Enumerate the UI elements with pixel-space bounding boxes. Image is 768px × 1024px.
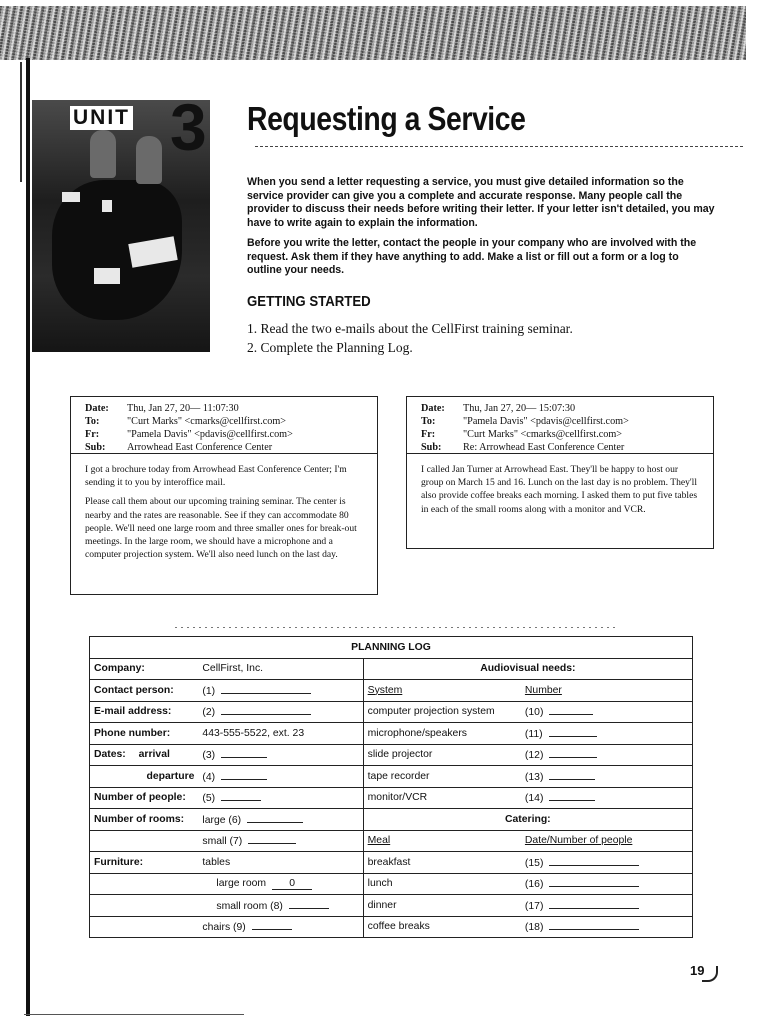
rooms-label: Number of rooms: [90, 809, 199, 831]
email-from-label: Fr: [85, 429, 100, 440]
chairs-label: chairs (9) [202, 922, 246, 934]
phone-label: Phone number: [90, 723, 199, 745]
intro-paragraph-2: Before you write the letter, contact the people in your company who are involved with the request. Ask them if they have anything to add. Make a list or fill out a form or a log to outline your needs. [247, 237, 697, 277]
left-margin-rule-accent [20, 62, 22, 182]
meal-blank[interactable] [549, 856, 639, 866]
email-address-blank[interactable] [221, 705, 311, 715]
date-number-header: Date/Number of people [524, 835, 633, 847]
unit-label: UNIT [70, 106, 133, 130]
email-to: "Curt Marks" <cmarks@cellfirst.com> [127, 416, 287, 427]
header-band [0, 6, 746, 60]
page-title: Requesting a Service [247, 100, 526, 137]
av-blank[interactable] [549, 727, 597, 737]
av-blank[interactable] [549, 705, 593, 715]
large-room-value[interactable]: 0 [272, 878, 312, 890]
intro-paragraph-1: When you send a letter requesting a service, you must give detailed information so the service provider can give you a complete and accurate response. Many people call the provider to discuss their needs before writing their letter. If your letter isn't detailed, you may have to write again to explain the information. [247, 176, 715, 229]
number-header: Number [524, 684, 562, 696]
people-number: (5) [202, 793, 216, 805]
getting-started-item: 2. Complete the Planning Log. [247, 340, 413, 355]
av-blank[interactable] [549, 748, 597, 758]
company-label: Company: [90, 658, 199, 680]
arrival-blank[interactable] [221, 748, 267, 758]
av-number: (14) [524, 793, 544, 805]
meal-number: (17) [524, 900, 544, 912]
planning-log-title: PLANNING LOG [90, 637, 693, 659]
contact-number: (1) [202, 685, 216, 697]
meal-name: lunch [363, 873, 525, 895]
av-system: microphone/speakers [363, 723, 525, 745]
departure-label: departure [90, 766, 199, 788]
getting-started-item: 1. Read the two e-mails about the CellFirst training seminar. [247, 321, 573, 336]
people-blank[interactable] [221, 791, 261, 801]
av-system: monitor/VCR [363, 787, 525, 809]
contact-blank[interactable] [221, 684, 311, 694]
meal-name: dinner [363, 895, 525, 917]
small-room-blank[interactable] [289, 899, 329, 909]
av-system: tape recorder [363, 766, 525, 788]
getting-started-list [247, 319, 573, 357]
meal-header: Meal [367, 835, 391, 847]
email-to: "Pamela Davis" <pdavis@cellfirst.com> [463, 416, 629, 427]
chairs-blank[interactable] [252, 920, 292, 930]
left-margin-rule [26, 58, 30, 1016]
email-date: Thu, Jan 27, 20— 11:07:30 [127, 403, 239, 414]
meal-name: coffee breaks [363, 916, 525, 938]
av-number: (11) [524, 728, 543, 740]
unit-number: 3 [170, 90, 207, 164]
email-1-body [71, 454, 377, 561]
meal-blank[interactable] [549, 920, 639, 930]
email-2-header [407, 397, 713, 454]
email-to-label: To: [421, 416, 436, 427]
email-date-label: Date: [85, 403, 109, 414]
av-system: slide projector [363, 744, 525, 766]
av-number: (13) [524, 771, 544, 783]
meal-number: (16) [524, 879, 544, 891]
planning-log-table [89, 636, 693, 938]
email-2-body [407, 454, 713, 516]
arrival-number: (3) [202, 750, 216, 762]
email-body-paragraph: I called Jan Turner at Arrowhead East. They'll be happy to host our group on March 15 and 16. Lunch on the last day is no problem. They'll also provide coffee breaks each morning. I asked them to put five tables in each of the small rooms along with a monitor and VCR. [421, 464, 698, 515]
people-label: Number of people: [90, 787, 199, 809]
email-subject-label: Sub: [85, 442, 106, 453]
rooms-large-label: large (6) [202, 814, 242, 826]
rooms-small-blank[interactable] [248, 834, 296, 844]
meal-blank[interactable] [549, 877, 639, 887]
small-room-label: small room (8) [216, 900, 283, 912]
bottom-rule [24, 1014, 244, 1015]
meal-number: (18) [524, 922, 544, 934]
av-number: (10) [524, 707, 544, 719]
av-blank[interactable] [549, 791, 595, 801]
meal-blank[interactable] [549, 899, 639, 909]
contact-label: Contact person: [90, 680, 199, 702]
departure-blank[interactable] [221, 770, 267, 780]
dates-label: Dates: [94, 749, 126, 761]
meal-number: (15) [524, 857, 544, 869]
email-from-label: Fr: [421, 429, 436, 440]
departure-number: (4) [202, 771, 216, 783]
decorative-dots [175, 627, 615, 628]
email-1 [70, 396, 378, 595]
page-number-flourish [702, 966, 718, 982]
meal-name: breakfast [363, 852, 525, 874]
title-rule [255, 146, 745, 147]
furniture-label: Furniture: [90, 852, 199, 874]
catering-heading: Catering: [363, 809, 692, 831]
email-from: "Pamela Davis" <pdavis@cellfirst.com> [127, 429, 293, 440]
av-blank[interactable] [549, 770, 595, 780]
company-value: CellFirst, Inc. [198, 658, 363, 680]
large-room-label: large room [216, 877, 267, 889]
email-1-header [71, 397, 377, 454]
email-date: Thu, Jan 27, 20— 15:07:30 [463, 403, 576, 414]
tables-label: tables [198, 852, 363, 874]
email-subject: Arrowhead East Conference Center [127, 442, 273, 453]
getting-started-heading: GETTING STARTED [247, 293, 371, 310]
email-address-number: (2) [202, 707, 216, 719]
audiovisual-heading: Audiovisual needs: [363, 658, 692, 680]
email-date-label: Date: [421, 403, 445, 414]
system-header: System [367, 684, 403, 696]
arrival-label: arrival [138, 749, 170, 761]
av-system: computer projection system [363, 701, 525, 723]
email-2 [406, 396, 714, 549]
email-from: "Curt Marks" <cmarks@cellfirst.com> [463, 429, 623, 440]
email-subject-label: Sub: [421, 442, 442, 453]
av-number: (12) [524, 750, 544, 762]
email-to-label: To: [85, 416, 100, 427]
email-subject: Re: Arrowhead East Conference Center [463, 442, 625, 453]
page-number: 19 [690, 963, 705, 978]
phone-value: 443-555-5522, ext. 23 [198, 723, 363, 745]
email-body-paragraph: Please call them about our upcoming training seminar. The center is nearby and the rates are reasonable. See if they can accommodate 80 people. We'll need one large room and three smaller ones for break-out meetings. In the large room, we should have a microphone and a computer projection system. We'll also need lunch on the last day. [85, 496, 357, 561]
email-address-label: E-mail address: [90, 701, 199, 723]
email-body-paragraph: I got a brochure today from Arrowhead East Conference Center; I'm sending it to you by interoffice mail. [85, 464, 347, 489]
rooms-large-blank[interactable] [247, 813, 303, 823]
rooms-small-label: small (7) [202, 836, 243, 848]
